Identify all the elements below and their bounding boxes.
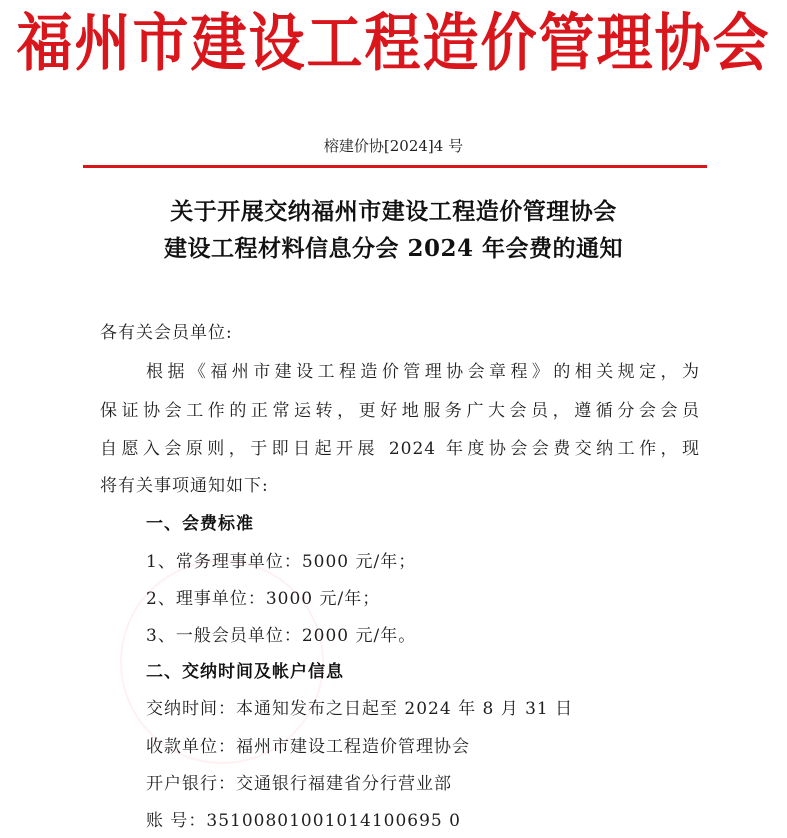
salutation: 各有关会员单位: xyxy=(100,323,233,343)
section-heading-payment-info: 二、交纳时间及帐户信息 xyxy=(146,662,344,682)
fee-item-director: 2、理事单位：3000 元/年； xyxy=(146,589,381,609)
body-line-3: 自愿入会原则，于即日起开展 2024 年度协会会费交纳工作，现 xyxy=(100,439,700,459)
fee-item-executive-director: 1、常务理事单位：5000 元/年； xyxy=(146,552,417,572)
faint-seal-mark xyxy=(120,560,324,764)
fee-item-general-member: 3、一般会员单位：2000 元/年。 xyxy=(146,626,417,646)
body-line-1: 根据《福州市建设工程造价管理协会章程》的相关规定，为 xyxy=(146,362,700,382)
payee-name: 收款单位：福州市建设工程造价管理协会 xyxy=(146,737,470,757)
notice-title-line-1: 关于开展交纳福州市建设工程造价管理协会 xyxy=(170,198,617,225)
body-line-4: 将有关事项通知如下: xyxy=(100,476,269,496)
bank-name: 开户银行：交通银行福建省分行营业部 xyxy=(146,774,452,794)
body-line-2: 保证协会工作的正常运转，更好地服务广大会员，遵循分会会员 xyxy=(100,401,700,421)
org-letterhead-title: 福州市建设工程造价管理协会 xyxy=(16,7,771,81)
account-number: 账 号：35100801001014100695 0 xyxy=(146,811,461,831)
payment-deadline: 交纳时间：本通知发布之日起至 2024 年 8 月 31 日 xyxy=(146,699,574,719)
document-number: 榕建价协[2024]4 号 xyxy=(323,137,464,155)
section-heading-fee-standard: 一、会费标准 xyxy=(146,514,254,534)
notice-title-line-2: 建设工程材料信息分会 2024 年会费的通知 xyxy=(163,235,624,262)
red-divider-line xyxy=(83,165,707,168)
